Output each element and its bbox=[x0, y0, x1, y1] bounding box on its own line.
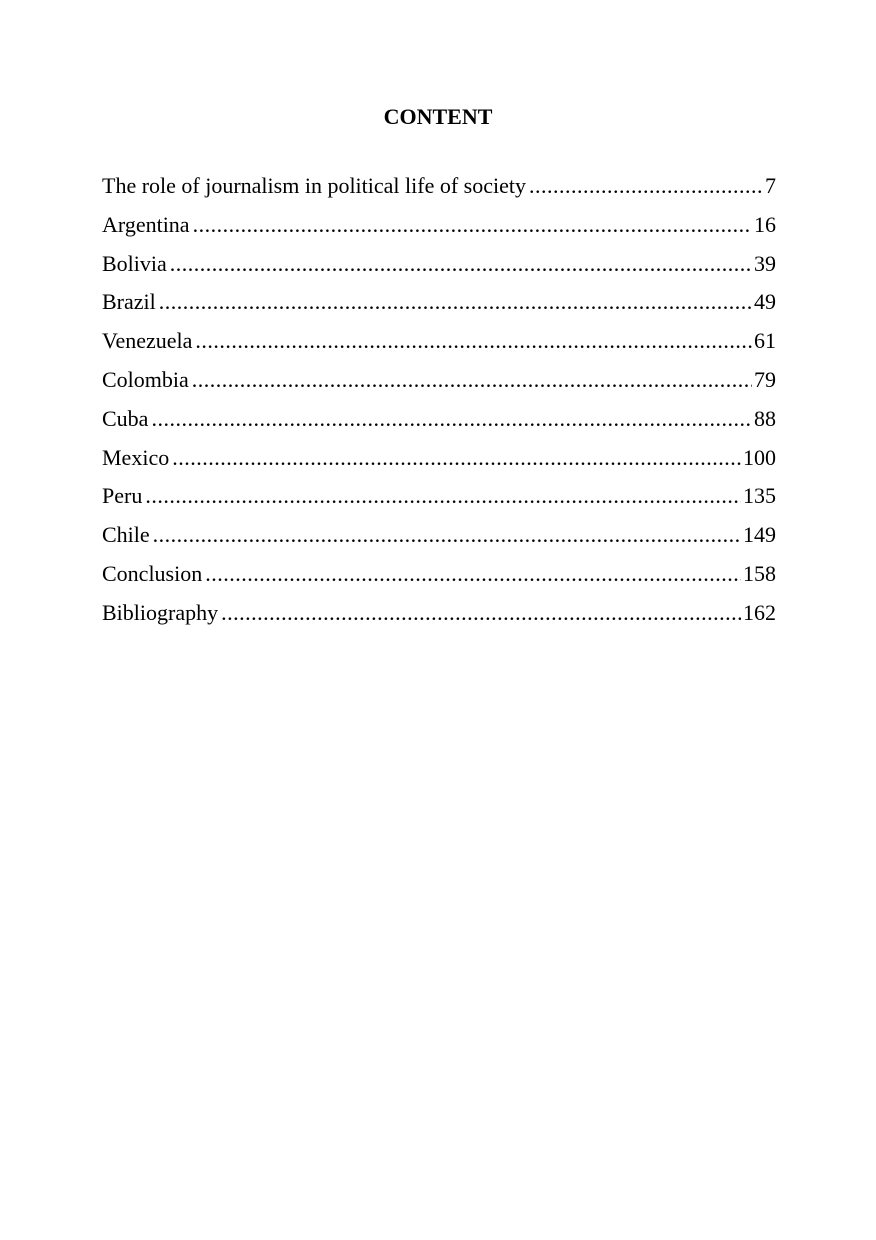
toc-entry-label: Argentina bbox=[102, 211, 190, 237]
toc-dot-leader bbox=[205, 559, 741, 589]
toc-entry-label: Mexico bbox=[102, 444, 170, 470]
toc-entry-page: 100 bbox=[743, 444, 776, 470]
toc-entry-label: Brazil bbox=[102, 289, 156, 315]
toc-entry-page: 88 bbox=[754, 405, 776, 431]
toc-entry[interactable] bbox=[102, 520, 776, 559]
toc-entry-label: Peru bbox=[102, 483, 143, 509]
toc-entry-label: Venezuela bbox=[102, 328, 193, 354]
toc-entry[interactable] bbox=[102, 404, 776, 443]
toc-entry[interactable] bbox=[102, 598, 776, 637]
toc-entry-page: 49 bbox=[754, 289, 776, 315]
toc-entry-page: 158 bbox=[743, 560, 776, 586]
toc-entry[interactable] bbox=[102, 210, 776, 249]
toc-dot-leader bbox=[170, 249, 752, 279]
table-of-contents bbox=[102, 171, 776, 637]
toc-entry-page: 162 bbox=[743, 599, 776, 625]
toc-entry[interactable] bbox=[102, 249, 776, 288]
toc-entry-page: 16 bbox=[754, 211, 776, 237]
toc-dot-leader bbox=[145, 481, 741, 511]
toc-dot-leader bbox=[172, 443, 741, 473]
toc-entry[interactable] bbox=[102, 443, 776, 482]
toc-entry[interactable] bbox=[102, 287, 776, 326]
toc-entry[interactable] bbox=[102, 326, 776, 365]
toc-dot-leader bbox=[221, 598, 741, 628]
toc-entry-label: Bolivia bbox=[102, 250, 167, 276]
toc-dot-leader bbox=[529, 171, 763, 201]
toc-dot-leader bbox=[195, 326, 752, 356]
page-title: CONTENT bbox=[383, 104, 493, 129]
toc-entry-page: 135 bbox=[743, 483, 776, 509]
toc-entry-label: Colombia bbox=[102, 366, 189, 392]
toc-dot-leader bbox=[153, 520, 741, 550]
toc-entry[interactable] bbox=[102, 171, 776, 210]
toc-entry-page: 7 bbox=[765, 173, 776, 198]
toc-dot-leader bbox=[159, 287, 752, 317]
toc-entry-page: 149 bbox=[743, 522, 776, 548]
toc-entry-page: 61 bbox=[754, 328, 776, 354]
toc-dot-leader bbox=[193, 210, 752, 240]
toc-entry-label: Chile bbox=[102, 522, 150, 548]
toc-entry[interactable] bbox=[102, 481, 776, 520]
toc-dot-leader bbox=[192, 365, 752, 395]
toc-entry-page: 39 bbox=[754, 250, 776, 276]
toc-dot-leader bbox=[151, 404, 752, 434]
toc-entry-label: Conclusion bbox=[102, 560, 203, 586]
toc-entry[interactable] bbox=[102, 365, 776, 404]
toc-entry-page: 79 bbox=[754, 366, 776, 392]
toc-entry-label: Cuba bbox=[102, 405, 149, 431]
toc-entry-label: Bibliography bbox=[102, 599, 219, 625]
toc-entry[interactable] bbox=[102, 559, 776, 598]
toc-entry-label: The role of journalism in political life of society bbox=[102, 173, 526, 198]
